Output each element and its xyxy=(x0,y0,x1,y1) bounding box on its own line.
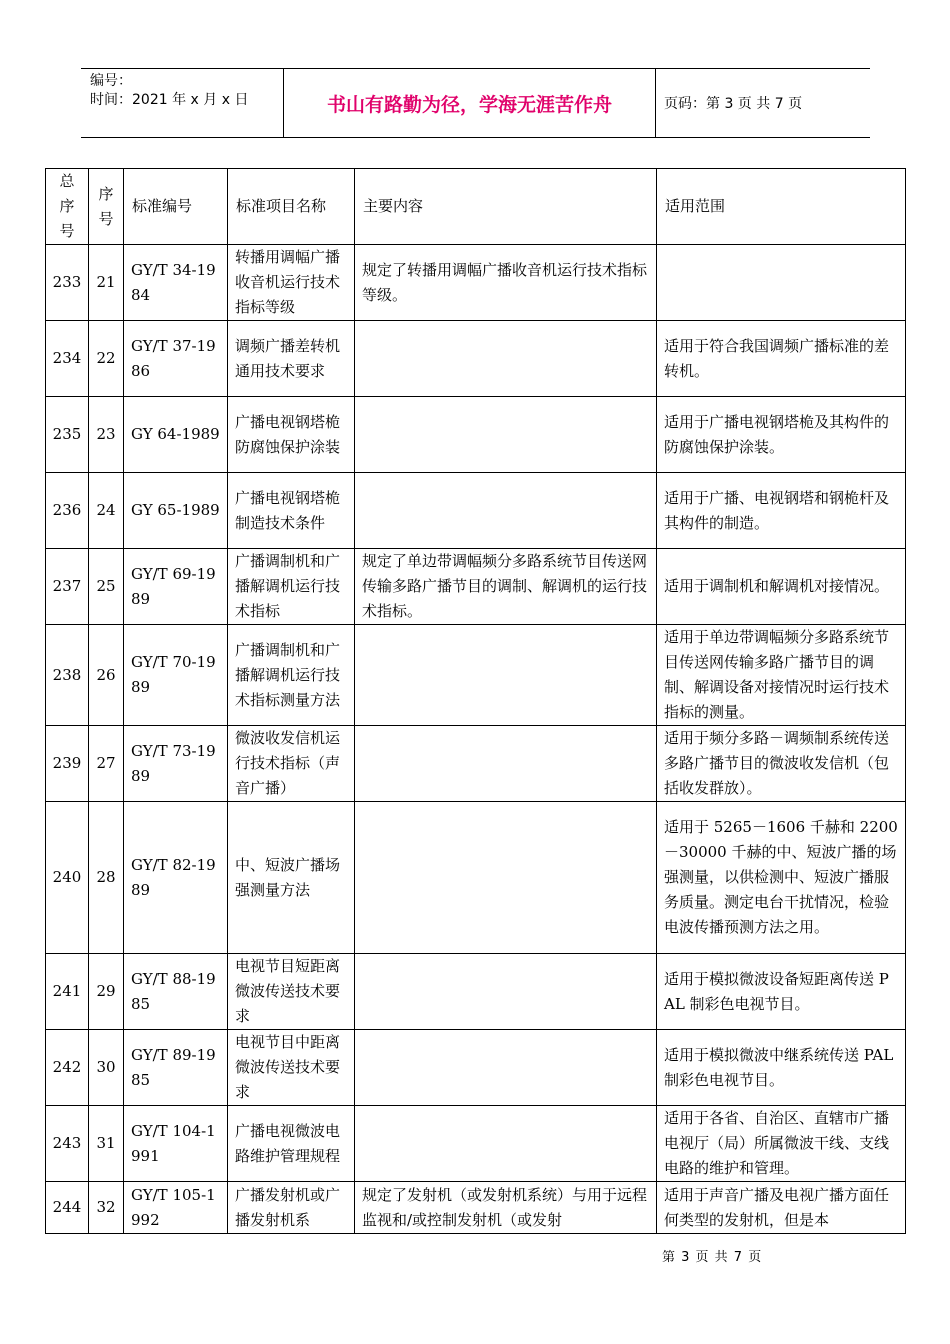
cell-main-content xyxy=(355,726,657,802)
column-header-scope: 适用范围 xyxy=(657,169,906,245)
cell-main-content xyxy=(355,397,657,473)
table-row xyxy=(46,245,906,321)
cell-standard-code: GY/T 73-1989 xyxy=(124,726,228,802)
column-header-standard-name: 标准项目名称 xyxy=(228,169,355,245)
cell-total-seq: 243 xyxy=(46,1106,89,1182)
cell-standard-code: GY/T 88-1985 xyxy=(124,954,228,1030)
table-header-row xyxy=(46,169,906,245)
cell-standard-name: 微波收发信机运行技术指标（声音广播） xyxy=(228,726,355,802)
table-row xyxy=(46,549,906,625)
cell-scope: 适用于声音广播及电视广播方面任何类型的发射机，但是本 xyxy=(657,1182,906,1234)
header-page-number: 页码：第 3 页 共 7 页 xyxy=(664,96,803,112)
cell-standard-code: GY/T 37-1986 xyxy=(124,321,228,397)
cell-seq: 29 xyxy=(89,954,124,1030)
cell-scope: 适用于频分多路－调频制系统传送多路广播节目的微波收发信机（包括收发群放）。 xyxy=(657,726,906,802)
cell-main-content xyxy=(355,625,657,726)
cell-standard-name: 广播发射机或广播发射机系 xyxy=(228,1182,355,1234)
cell-main-content: 规定了单边带调幅频分多路系统节目传送网传输多路广播节目的调制、解调机的运行技术指标。 xyxy=(355,549,657,625)
table-row xyxy=(46,954,906,1030)
cell-total-seq: 240 xyxy=(46,802,89,954)
cell-scope: 适用于广播、电视钢塔和钢桅杆及其构件的制造。 xyxy=(657,473,906,549)
cell-standard-name: 转播用调幅广播收音机运行技术指标等级 xyxy=(228,245,355,321)
document-number-label: 编号： xyxy=(90,73,132,89)
cell-seq: 25 xyxy=(89,549,124,625)
cell-total-seq: 244 xyxy=(46,1182,89,1234)
cell-scope: 适用于模拟微波中继系统传送 PAL 制彩色电视节目。 xyxy=(657,1030,906,1106)
cell-standard-code: GY/T 89-1985 xyxy=(124,1030,228,1106)
table-row xyxy=(46,1106,906,1182)
table-row xyxy=(46,625,906,726)
cell-main-content: 规定了发射机（或发射机系统）与用于远程监视和/或控制发射机（或发射 xyxy=(355,1182,657,1234)
table-row xyxy=(46,397,906,473)
cell-scope: 适用于广播电视钢塔桅及其构件的防腐蚀保护涂装。 xyxy=(657,397,906,473)
table-row xyxy=(46,802,906,954)
cell-total-seq: 235 xyxy=(46,397,89,473)
cell-standard-code: GY/T 105-1992 xyxy=(124,1182,228,1234)
cell-seq: 26 xyxy=(89,625,124,726)
cell-total-seq: 234 xyxy=(46,321,89,397)
cell-scope xyxy=(657,245,906,321)
cell-total-seq: 233 xyxy=(46,245,89,321)
cell-scope: 适用于单边带调幅频分多路系统节目传送网传输多路广播节目的调制、解调设备对接情况时运行技术指标的测量。 xyxy=(657,625,906,726)
cell-standard-code: GY/T 70-1989 xyxy=(124,625,228,726)
cell-scope: 适用于调制机和解调机对接情况。 xyxy=(657,549,906,625)
cell-standard-name: 广播电视钢塔桅制造技术条件 xyxy=(228,473,355,549)
cell-main-content xyxy=(355,473,657,549)
cell-standard-name: 中、短波广播场强测量方法 xyxy=(228,802,355,954)
cell-main-content xyxy=(355,802,657,954)
cell-standard-name: 调频广播差转机通用技术要求 xyxy=(228,321,355,397)
cell-main-content xyxy=(355,954,657,1030)
cell-standard-name: 广播电视钢塔桅防腐蚀保护涂装 xyxy=(228,397,355,473)
standards-table xyxy=(45,168,906,1234)
cell-scope: 适用于符合我国调频广播标准的差转机。 xyxy=(657,321,906,397)
table-row xyxy=(46,1030,906,1106)
cell-seq: 28 xyxy=(89,802,124,954)
column-header-main-content: 主要内容 xyxy=(355,169,657,245)
cell-total-seq: 241 xyxy=(46,954,89,1030)
cell-seq: 22 xyxy=(89,321,124,397)
cell-standard-code: GY/T 69-1989 xyxy=(124,549,228,625)
cell-seq: 31 xyxy=(89,1106,124,1182)
cell-seq: 23 xyxy=(89,397,124,473)
cell-main-content xyxy=(355,321,657,397)
cell-standard-name: 广播调制机和广播解调机运行技术指标测量方法 xyxy=(228,625,355,726)
cell-standard-name: 广播调制机和广播解调机运行技术指标 xyxy=(228,549,355,625)
cell-total-seq: 242 xyxy=(46,1030,89,1106)
document-time-label: 时间：2021 年 x 月 x 日 xyxy=(90,92,249,108)
table-row xyxy=(46,321,906,397)
cell-standard-code: GY 65-1989 xyxy=(124,473,228,549)
cell-scope: 适用于各省、自治区、直辖市广播电视厅（局）所属微波干线、支线电路的维护和管理。 xyxy=(657,1106,906,1182)
cell-seq: 24 xyxy=(89,473,124,549)
cell-total-seq: 239 xyxy=(46,726,89,802)
cell-scope: 适用于模拟微波设备短距离传送 PAL 制彩色电视节目。 xyxy=(657,954,906,1030)
cell-total-seq: 238 xyxy=(46,625,89,726)
cell-standard-code: GY/T 34-1984 xyxy=(124,245,228,321)
cell-standard-name: 电视节目中距离微波传送技术要求 xyxy=(228,1030,355,1106)
page-footer: 第 3 页 共 7 页 xyxy=(662,1250,763,1265)
cell-seq: 30 xyxy=(89,1030,124,1106)
cell-standard-name: 电视节目短距离微波传送技术要求 xyxy=(228,954,355,1030)
cell-standard-code: GY/T 104-1991 xyxy=(124,1106,228,1182)
table-row xyxy=(46,726,906,802)
header-motto: 书山有路勤为径，学海无涯苦作舟 xyxy=(284,69,656,137)
cell-total-seq: 236 xyxy=(46,473,89,549)
cell-standard-name: 广播电视微波电路维护管理规程 xyxy=(228,1106,355,1182)
cell-standard-code: GY/T 82-1989 xyxy=(124,802,228,954)
cell-scope: 适用于 5265－1606 千赫和 2200－30000 千赫的中、短波广播的场强测量，以供检测中、短波广播服务质量。测定电台干扰情况，检验电波传播预测方法之用。 xyxy=(657,802,906,954)
cell-main-content: 规定了转播用调幅广播收音机运行技术指标等级。 xyxy=(355,245,657,321)
column-header-standard-code: 标准编号 xyxy=(124,169,228,245)
cell-seq: 27 xyxy=(89,726,124,802)
cell-total-seq: 237 xyxy=(46,549,89,625)
table-row xyxy=(46,1182,906,1234)
page-header xyxy=(81,68,870,138)
column-header-total-seq: 总序号 xyxy=(46,169,89,245)
cell-seq: 21 xyxy=(89,245,124,321)
header-meta xyxy=(81,69,284,137)
cell-main-content xyxy=(355,1106,657,1182)
cell-seq: 32 xyxy=(89,1182,124,1234)
table-row xyxy=(46,473,906,549)
column-header-seq: 序号 xyxy=(89,169,124,245)
cell-standard-code: GY 64-1989 xyxy=(124,397,228,473)
cell-main-content xyxy=(355,1030,657,1106)
